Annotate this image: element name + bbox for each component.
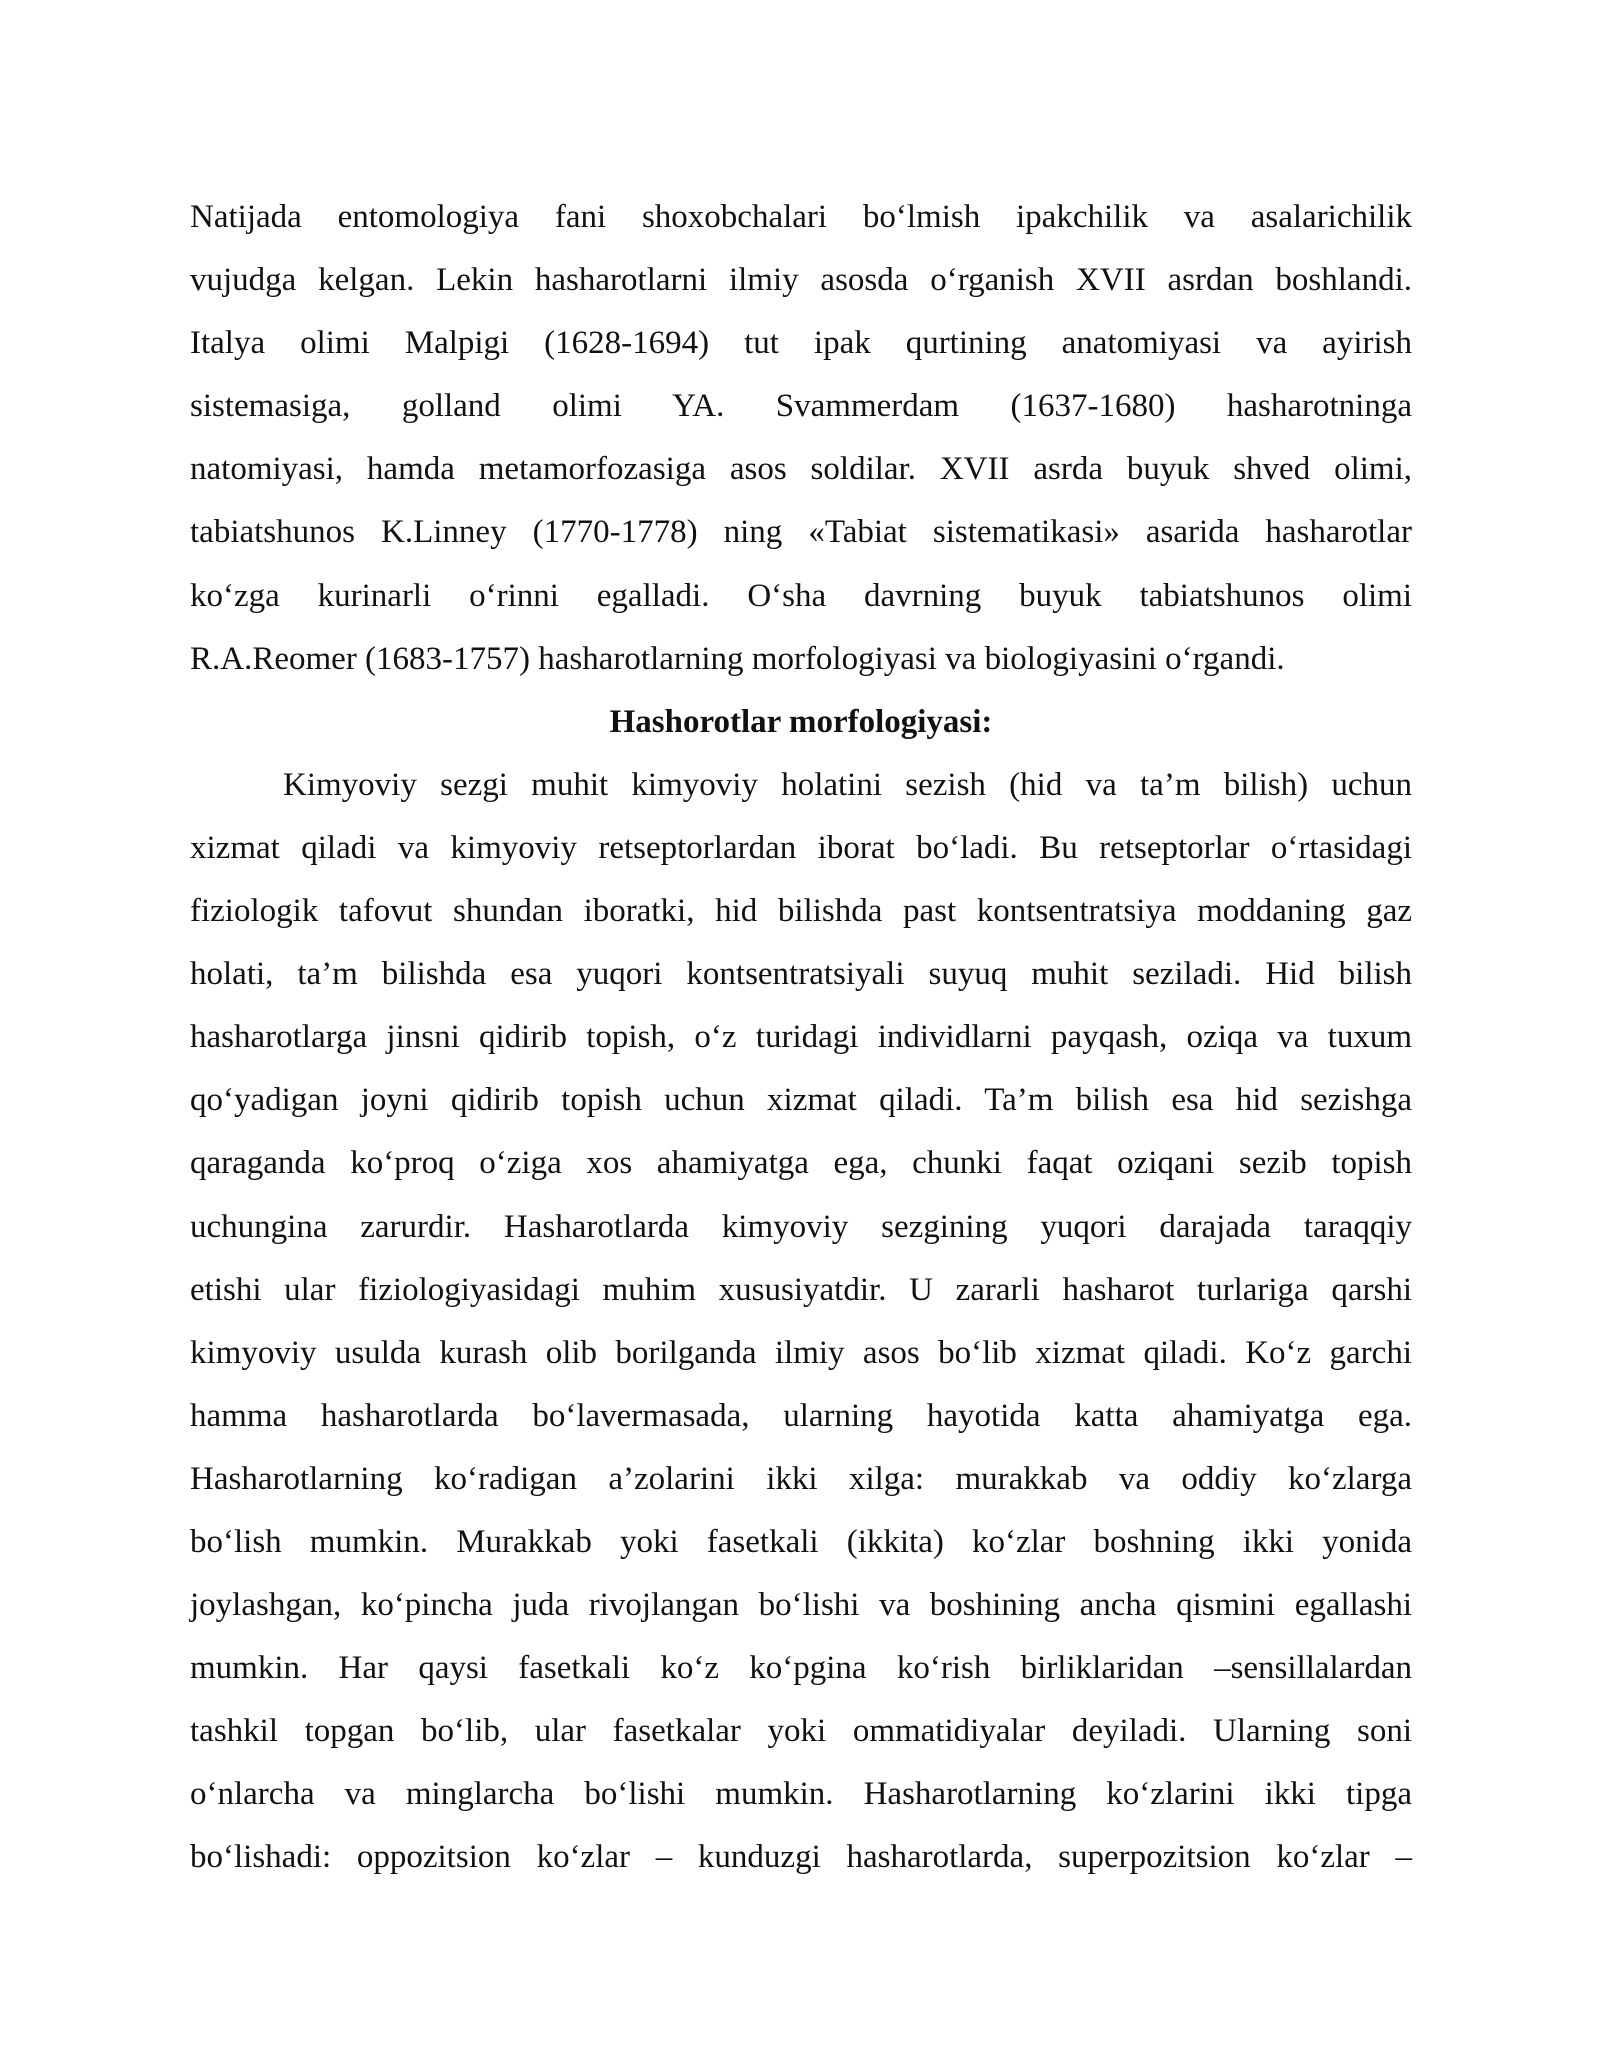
text-line: bo‘lishadi: oppozitsion ko‘zlar – kunduzgi hasharotlarda, superpozitsion ko‘zlar – <box>190 1839 1412 1876</box>
text-line: Italya olimi Malpigi (1628-1694) tut ipak qurtining anatomiyasi va ayirish <box>190 325 1412 362</box>
paragraph-morphology <box>190 754 1412 1890</box>
text-line: kimyoviy usulda kurash olib borilganda ilmiy asos bo‘lib xizmat qiladi. Ko‘z garchi <box>190 1334 1412 1371</box>
text-line: qaraganda ko‘proq o‘ziga xos ahamiyatga ega, chunki faqat oziqani sezib topish <box>190 1145 1412 1182</box>
text-line: R.A.Reomer (1683-1757) hasharotlarning morfologiyasi va biologiyasini o‘rgandi. <box>190 640 1285 677</box>
text-line: uchungina zarurdir. Hasharotlarda kimyoviy sezgining yuqori darajada taraqqiy <box>190 1208 1412 1245</box>
paragraph-history <box>190 186 1412 691</box>
text-line: qo‘yadigan joyni qidirib topish uchun xizmat qiladi. Ta’m bilish esa hid sezishga <box>190 1082 1412 1119</box>
text-line: vujudga kelgan. Lekin hasharotlarni ilmiy asosda o‘rganish XVII asrdan boshlandi. <box>190 262 1412 299</box>
text-line: mumkin. Har qaysi fasetkali ko‘z ko‘pgina ko‘rish birliklaridan –sensillalardan <box>190 1650 1412 1687</box>
text-line: natomiyasi, hamda metamorfozasiga asos soldilar. XVII asrda buyuk shved olimi, <box>190 451 1412 488</box>
text-line: Natijada entomologiya fani shoxobchalari bo‘lmish ipakchilik va asalarichilik <box>190 199 1412 235</box>
text-line: tabiatshunos K.Linney (1770-1778) ning «Tabiat sistematikasi» asarida hasharotlar <box>190 514 1412 551</box>
text-line: Hasharotlarning ko‘radigan a’zolarini ikki xilga: murakkab va oddiy ko‘zlarga <box>190 1460 1412 1497</box>
text-line: holati, ta’m bilishda esa yuqori kontsentratsiyali suyuq muhit seziladi. Hid bilish <box>190 956 1412 993</box>
text-line: o‘nlarcha va minglarcha bo‘lishi mumkin. Hasharotlarning ko‘zlarini ikki tipga <box>190 1776 1412 1813</box>
document-page <box>190 186 1412 1890</box>
text-line: hamma hasharotlarda bo‘lavermasada, ularning hayotida katta ahamiyatga ega. <box>190 1397 1412 1434</box>
section-heading: Hashorotlar morfologiyasi: <box>609 703 993 740</box>
text-line: Kimyoviy sezgi muhit kimyoviy holatini sezish (hid va ta’m bilish) uchun <box>283 766 1412 803</box>
text-line: joylashgan, ko‘pincha juda rivojlangan bo‘lishi va boshining ancha qismini egallashi <box>190 1587 1412 1624</box>
text-line: ko‘zga kurinarli o‘rinni egalladi. O‘sha davrning buyuk tabiatshunos olimi <box>190 577 1412 614</box>
text-line: tashkil topgan bo‘lib, ular fasetkalar yoki ommatidiyalar deyiladi. Ularning soni <box>190 1713 1412 1750</box>
text-line: bo‘lish mumkin. Murakkab yoki fasetkali (ikkita) ko‘zlar boshning ikki yonida <box>190 1523 1412 1560</box>
text-line: xizmat qiladi va kimyoviy retseptorlardan iborat bo‘ladi. Bu retseptorlar o‘rtasidagi <box>190 829 1412 866</box>
text-line: fiziologik tafovut shundan iboratki, hid bilishda past kontsentratsiya moddaning gaz <box>190 893 1412 930</box>
text-line: etishi ular fiziologiyasidagi muhim xususiyatdir. U zararli hasharot turlariga qarshi <box>190 1271 1412 1308</box>
text-line: sistemasiga, golland olimi YA. Svammerdam (1637-1680) hasharotninga <box>190 388 1412 425</box>
text-line: hasharotlarga jinsni qidirib topish, o‘z turidagi individlarni payqash, oziqa va tuxum <box>190 1019 1412 1056</box>
